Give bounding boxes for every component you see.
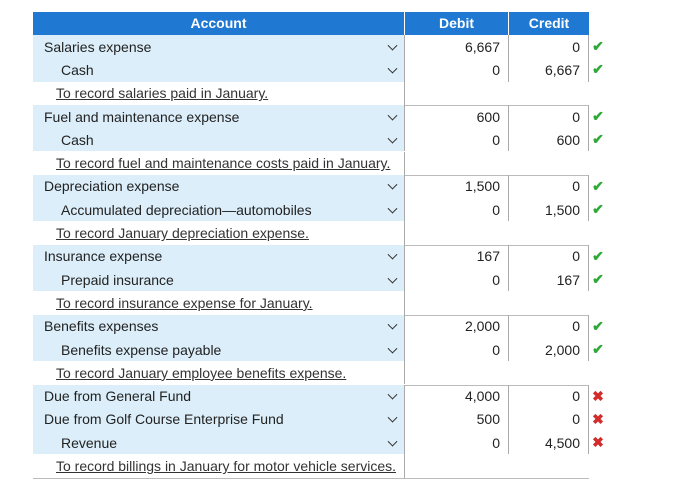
debit-cell bbox=[405, 105, 509, 128]
chevron-down-icon[interactable] bbox=[388, 110, 398, 120]
chevron-down-icon[interactable] bbox=[388, 413, 398, 423]
account-name: Benefits expenses bbox=[44, 318, 159, 335]
check-icon: ✔ bbox=[592, 61, 604, 78]
credit-input[interactable]: 0 bbox=[572, 108, 580, 125]
account-select[interactable] bbox=[33, 408, 405, 431]
credit-input[interactable]: 0 bbox=[572, 38, 580, 55]
account-select[interactable] bbox=[33, 198, 405, 221]
credit-input[interactable]: 167 bbox=[556, 271, 580, 288]
memo-text: To record January depreciation expense. bbox=[56, 225, 309, 242]
account-name: Revenue bbox=[61, 434, 118, 451]
x-icon: ✖ bbox=[592, 387, 604, 404]
debit-cell bbox=[405, 431, 509, 454]
debit-cell bbox=[405, 268, 509, 291]
credit-cell bbox=[509, 175, 589, 198]
journal-line-row bbox=[33, 315, 604, 338]
debit-input[interactable]: 0 bbox=[492, 341, 500, 358]
account-name: Salaries expense bbox=[44, 38, 152, 55]
debit-input[interactable]: 6,667 bbox=[464, 38, 500, 55]
account-name: Due from Golf Course Enterprise Fund bbox=[44, 411, 284, 428]
memo-text: To record January employee benefits expense. bbox=[56, 364, 347, 381]
credit-input[interactable]: 0 bbox=[572, 248, 580, 265]
account-select[interactable] bbox=[33, 105, 405, 128]
account-name: Insurance expense bbox=[44, 248, 163, 265]
journal-line-row bbox=[33, 338, 604, 361]
chevron-down-icon[interactable] bbox=[388, 180, 398, 190]
debit-cell bbox=[405, 245, 509, 268]
debit-cell bbox=[405, 35, 509, 58]
credit-cell bbox=[509, 408, 589, 431]
entry-memo bbox=[33, 152, 405, 175]
debit-input[interactable]: 167 bbox=[476, 248, 500, 265]
account-select[interactable] bbox=[33, 268, 405, 291]
chevron-down-icon[interactable] bbox=[388, 40, 398, 50]
debit-cell bbox=[405, 128, 509, 151]
memo-text: To record fuel and maintenance costs paid in January. bbox=[56, 155, 391, 172]
account-select[interactable] bbox=[33, 315, 405, 338]
journal-line-row bbox=[33, 105, 604, 128]
debit-input[interactable]: 0 bbox=[492, 271, 500, 288]
journal-line-row bbox=[33, 245, 604, 268]
debit-cell bbox=[405, 175, 509, 198]
entry-memo bbox=[33, 291, 405, 314]
entry-memo bbox=[33, 454, 405, 477]
credit-cell bbox=[509, 338, 589, 361]
check-icon: ✔ bbox=[592, 201, 604, 218]
credit-cell bbox=[509, 245, 589, 268]
chevron-down-icon[interactable] bbox=[388, 133, 398, 143]
debit-cell bbox=[405, 338, 509, 361]
journal-line-row bbox=[33, 431, 604, 454]
account-select[interactable] bbox=[33, 128, 405, 151]
account-name: Depreciation expense bbox=[44, 178, 180, 195]
credit-input[interactable]: 6,667 bbox=[544, 61, 580, 78]
account-select[interactable] bbox=[33, 175, 405, 198]
debit-input[interactable]: 4,000 bbox=[464, 388, 500, 405]
debit-input[interactable]: 500 bbox=[476, 411, 500, 428]
account-select[interactable] bbox=[33, 338, 405, 361]
account-name: Due from General Fund bbox=[44, 388, 192, 405]
credit-input[interactable]: 0 bbox=[572, 318, 580, 335]
debit-cell bbox=[405, 58, 509, 81]
credit-cell bbox=[509, 385, 589, 408]
journal-line-row bbox=[33, 385, 604, 408]
check-icon: ✔ bbox=[592, 340, 604, 357]
chevron-down-icon[interactable] bbox=[388, 320, 398, 330]
entry-memo bbox=[33, 82, 405, 105]
account-name: Prepaid insurance bbox=[61, 271, 174, 288]
header-credit: Credit bbox=[509, 12, 589, 35]
check-icon: ✔ bbox=[592, 131, 604, 148]
chevron-down-icon[interactable] bbox=[388, 64, 398, 74]
journal-line-row bbox=[33, 175, 604, 198]
check-icon: ✔ bbox=[592, 177, 604, 194]
account-name: Benefits expense payable bbox=[61, 341, 222, 358]
account-name: Cash bbox=[61, 61, 94, 78]
memo-text: To record billings in January for motor vehicle services. bbox=[56, 458, 397, 475]
debit-input[interactable]: 0 bbox=[492, 201, 500, 218]
chevron-down-icon[interactable] bbox=[388, 343, 398, 353]
credit-cell bbox=[509, 198, 589, 221]
debit-cell bbox=[405, 385, 509, 408]
header-debit: Debit bbox=[405, 12, 509, 35]
debit-input[interactable]: 0 bbox=[492, 131, 500, 148]
credit-input[interactable]: 0 bbox=[572, 388, 580, 405]
journal-line-row bbox=[33, 198, 604, 221]
memo-text: To record salaries paid in January. bbox=[56, 85, 269, 102]
account-name: Accumulated depreciation—automobiles bbox=[61, 201, 312, 218]
x-icon: ✖ bbox=[592, 410, 604, 427]
journal-line-row bbox=[33, 268, 604, 291]
credit-cell bbox=[509, 315, 589, 338]
debit-input[interactable]: 600 bbox=[476, 108, 500, 125]
account-select[interactable] bbox=[33, 431, 405, 454]
memo-text: To record insurance expense for January. bbox=[56, 294, 313, 311]
account-name: Fuel and maintenance expense bbox=[44, 108, 240, 125]
credit-cell bbox=[509, 431, 589, 454]
debit-input[interactable]: 2,000 bbox=[464, 318, 500, 335]
entry-memo bbox=[33, 221, 405, 244]
credit-cell bbox=[509, 268, 589, 291]
debit-cell bbox=[405, 198, 509, 221]
credit-input[interactable]: 1,500 bbox=[544, 201, 580, 218]
journal-line-row bbox=[33, 58, 604, 81]
chevron-down-icon[interactable] bbox=[388, 273, 398, 283]
account-name: Cash bbox=[61, 131, 94, 148]
chevron-down-icon[interactable] bbox=[388, 390, 398, 400]
credit-cell bbox=[509, 105, 589, 128]
header-account: Account bbox=[33, 12, 405, 35]
chevron-down-icon[interactable] bbox=[388, 203, 398, 213]
credit-input[interactable]: 600 bbox=[556, 131, 580, 148]
account-select[interactable] bbox=[33, 385, 405, 408]
journal-line-row bbox=[33, 408, 604, 431]
debit-cell bbox=[405, 315, 509, 338]
debit-input[interactable]: 1,500 bbox=[464, 178, 500, 195]
debit-input[interactable]: 0 bbox=[492, 434, 500, 451]
entry-memo bbox=[33, 361, 405, 384]
chevron-down-icon[interactable] bbox=[388, 250, 398, 260]
account-select[interactable] bbox=[33, 58, 405, 81]
credit-cell bbox=[509, 128, 589, 151]
credit-cell bbox=[509, 35, 589, 58]
check-icon: ✔ bbox=[592, 247, 604, 264]
credit-input[interactable]: 4,500 bbox=[544, 434, 580, 451]
check-icon: ✔ bbox=[592, 271, 604, 287]
check-icon: ✔ bbox=[592, 38, 604, 54]
account-select[interactable] bbox=[33, 245, 405, 268]
credit-input[interactable]: 2,000 bbox=[544, 341, 580, 358]
debit-input[interactable]: 0 bbox=[492, 61, 500, 78]
journal-line-row bbox=[33, 35, 604, 58]
credit-input[interactable]: 0 bbox=[572, 411, 580, 428]
chevron-down-icon[interactable] bbox=[388, 436, 398, 446]
check-icon: ✔ bbox=[592, 317, 604, 334]
x-icon: ✖ bbox=[592, 434, 604, 451]
debit-cell bbox=[405, 408, 509, 431]
credit-input[interactable]: 0 bbox=[572, 178, 580, 195]
credit-cell bbox=[509, 58, 589, 81]
journal-line-row bbox=[33, 128, 604, 151]
account-select[interactable] bbox=[33, 35, 405, 58]
check-icon: ✔ bbox=[592, 107, 604, 124]
